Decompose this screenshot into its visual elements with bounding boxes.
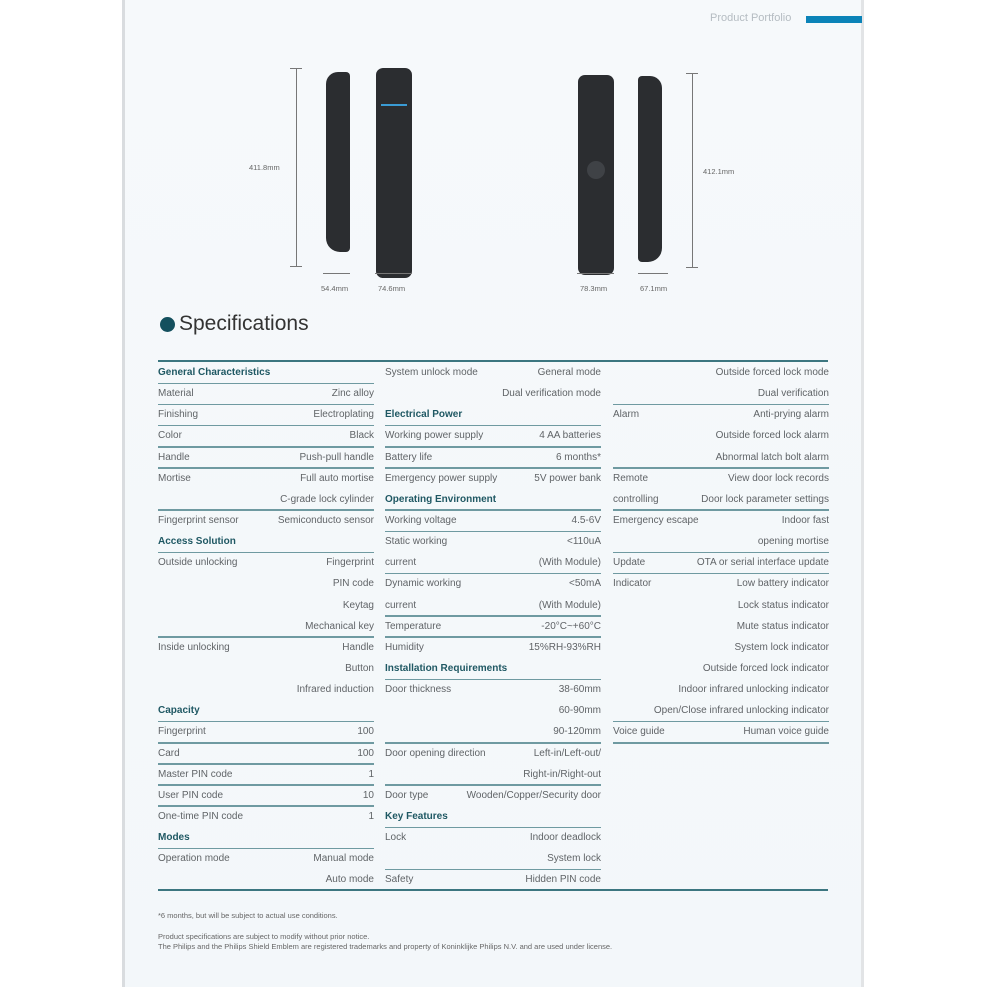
spec-value: 100 xyxy=(357,747,374,759)
spec-row xyxy=(385,848,601,869)
dimension-line xyxy=(296,68,297,267)
spec-value: Human voice guide xyxy=(743,726,829,738)
spec-group xyxy=(158,404,374,425)
spec-value: General mode xyxy=(537,367,601,379)
spec-row xyxy=(385,531,601,552)
spec-label: Voice guide xyxy=(613,726,665,738)
spec-value: 38-60mm xyxy=(558,684,601,696)
spec-row xyxy=(613,679,829,700)
section-heading: Electrical Power xyxy=(385,404,601,425)
spec-group xyxy=(158,468,374,510)
spec-value: Hidden PIN code xyxy=(525,874,601,886)
spec-value: Left-in/Left-out/ xyxy=(533,747,601,759)
spec-row xyxy=(158,552,374,573)
spec-label: Working voltage xyxy=(385,515,457,527)
lock-front-view xyxy=(376,68,412,278)
spec-label: Finishing xyxy=(158,409,199,421)
section-label: Product Portfolio xyxy=(710,12,792,24)
spec-value: Mute status indicator xyxy=(736,620,829,632)
spec-column-3 xyxy=(613,362,829,743)
spec-group xyxy=(158,447,374,468)
spec-group xyxy=(613,468,829,510)
spec-value: -20°C~+60°C xyxy=(541,620,601,632)
lock-side-view xyxy=(326,72,350,252)
spec-row xyxy=(158,425,374,446)
spec-label: Card xyxy=(158,747,180,759)
spec-label: One-time PIN code xyxy=(158,811,244,823)
spec-row xyxy=(385,721,601,742)
spec-label: Inside unlocking xyxy=(158,641,230,653)
dimension-line xyxy=(375,273,412,274)
spec-value: Zinc alloy xyxy=(331,388,374,400)
spec-row xyxy=(158,510,374,531)
spec-value: 6 months* xyxy=(555,451,601,463)
spec-column-2 xyxy=(385,362,601,891)
spec-label: Outside unlocking xyxy=(158,557,238,569)
spec-value: Button xyxy=(345,663,374,675)
spec-row xyxy=(158,848,374,869)
spec-label: Handle xyxy=(158,451,190,463)
spec-row xyxy=(158,743,374,764)
width-label: 67.1mm xyxy=(640,284,668,293)
page-title xyxy=(160,312,309,336)
spec-group xyxy=(158,785,374,806)
spec-label: Dynamic working xyxy=(385,578,462,590)
spec-row xyxy=(613,510,829,531)
spec-value: (With Module) xyxy=(538,599,601,611)
accent-bar xyxy=(806,16,862,23)
spec-row xyxy=(385,425,601,446)
spec-row xyxy=(158,595,374,616)
footnote: *6 months, but will be subject to actual use conditions. xyxy=(158,911,338,920)
spec-row xyxy=(613,531,829,552)
spec-group xyxy=(385,468,601,489)
spec-row xyxy=(613,616,829,637)
spec-value: (With Module) xyxy=(538,557,601,569)
spec-value: Outside forced lock indicator xyxy=(702,663,829,675)
spec-value: Open/Close infrared unlocking indicator xyxy=(653,705,829,717)
spec-group xyxy=(385,573,601,615)
spec-group xyxy=(158,552,374,637)
spec-value: Anti-prying alarm xyxy=(753,409,829,421)
spec-row xyxy=(158,404,374,425)
spec-value: <110uA xyxy=(566,536,601,548)
spec-value: 90-120mm xyxy=(553,726,601,738)
spec-label: Remote xyxy=(613,472,649,484)
spec-group xyxy=(158,806,374,827)
spec-row xyxy=(385,552,601,573)
spec-value: Semiconducto sensor xyxy=(277,515,374,527)
spec-value: Low battery indicator xyxy=(736,578,829,590)
spec-row xyxy=(613,595,829,616)
spec-group xyxy=(613,362,829,404)
spec-label: Mortise xyxy=(158,472,191,484)
spec-group xyxy=(158,743,374,764)
spec-label: Indicator xyxy=(613,578,652,590)
spec-row xyxy=(158,383,374,404)
spec-value: System lock indicator xyxy=(734,641,829,653)
spec-value: OTA or serial interface update xyxy=(696,557,829,569)
spec-row xyxy=(613,468,829,489)
spec-value: Auto mode xyxy=(325,874,374,886)
spec-value: Mechanical key xyxy=(305,620,374,632)
spec-row xyxy=(385,616,601,637)
spec-row xyxy=(158,658,374,679)
spec-label: Color xyxy=(158,430,182,442)
spec-row xyxy=(613,383,829,404)
section-heading: Capacity xyxy=(158,700,374,721)
spec-row xyxy=(613,658,829,679)
spec-label: Material xyxy=(158,388,194,400)
spec-row xyxy=(158,806,374,827)
disclaimer: Product specifications are subject to modify without prior notice. xyxy=(158,932,370,941)
lock-back-view xyxy=(578,75,614,275)
spec-row xyxy=(613,489,829,510)
spec-label: Static working xyxy=(385,536,448,548)
spec-label: current xyxy=(385,557,417,569)
spec-row xyxy=(385,595,601,616)
spec-label: Door thickness xyxy=(385,684,452,696)
dimension-line xyxy=(577,273,614,274)
width-label: 78.3mm xyxy=(580,284,608,293)
spec-value: Outside forced lock mode xyxy=(715,367,829,379)
spec-label: System unlock mode xyxy=(385,367,478,379)
spec-group xyxy=(385,743,601,785)
spec-value: Full auto mortise xyxy=(300,472,374,484)
spec-group xyxy=(613,573,829,721)
spec-value: Infrared induction xyxy=(296,684,374,696)
spec-label: Master PIN code xyxy=(158,768,233,780)
spec-row xyxy=(385,362,601,383)
spec-group xyxy=(158,425,374,446)
spec-group xyxy=(385,869,601,890)
section-heading: General Characteristics xyxy=(158,362,374,383)
spec-value: 60-90mm xyxy=(558,705,601,717)
spec-value: Handle xyxy=(342,641,374,653)
spec-group xyxy=(158,764,374,785)
spec-row xyxy=(385,573,601,594)
spec-group xyxy=(385,827,601,869)
spec-row xyxy=(385,743,601,764)
spec-value: Door lock parameter settings xyxy=(701,493,829,505)
spec-value: opening mortise xyxy=(757,536,829,548)
spec-row xyxy=(158,764,374,785)
spec-row xyxy=(385,510,601,531)
spec-row xyxy=(158,869,374,890)
spec-row xyxy=(385,764,601,785)
spec-row xyxy=(613,425,829,446)
height-front-label: 411.8mm xyxy=(249,163,280,172)
spec-value: PIN code xyxy=(332,578,374,590)
spec-value: Keytag xyxy=(342,599,374,611)
bullet-dot-icon xyxy=(160,317,175,332)
spec-label: Temperature xyxy=(385,620,442,632)
spec-label: Working power supply xyxy=(385,430,484,442)
table-bottom-rule xyxy=(158,889,828,891)
spec-label: Fingerprint xyxy=(158,726,206,738)
spec-row xyxy=(613,447,829,468)
dimension-line xyxy=(692,73,693,267)
dimension-tick xyxy=(686,267,698,268)
spec-value: 15%RH-93%RH xyxy=(528,641,601,653)
spec-label: Door type xyxy=(385,789,429,801)
spec-row xyxy=(385,468,601,489)
spec-row xyxy=(158,489,374,510)
spec-value: Wooden/Copper/Security door xyxy=(466,789,601,801)
spec-row xyxy=(613,637,829,658)
spec-value: 100 xyxy=(357,726,374,738)
spec-value: 4.5-6V xyxy=(571,515,601,527)
spec-label: Door opening direction xyxy=(385,747,486,759)
spec-group xyxy=(385,362,601,404)
spec-value: C-grade lock cylinder xyxy=(280,493,374,505)
spec-value: View door lock records xyxy=(728,472,829,484)
spec-value: 10 xyxy=(362,789,374,801)
spec-label: current xyxy=(385,599,417,611)
spec-value: Dual verification xyxy=(757,388,829,400)
spec-group xyxy=(385,531,601,573)
spec-label: Alarm xyxy=(613,409,640,421)
spec-label: Update xyxy=(613,557,646,569)
section-heading: Key Features xyxy=(385,806,601,827)
spec-label: User PIN code xyxy=(158,789,224,801)
spec-row xyxy=(613,552,829,573)
spec-row xyxy=(158,616,374,637)
spec-row xyxy=(385,785,601,806)
spec-group xyxy=(385,510,601,531)
width-label: 54.4mm xyxy=(321,284,349,293)
spec-value: Indoor infrared unlocking indicator xyxy=(678,684,829,696)
spec-row xyxy=(385,827,601,848)
spec-group xyxy=(385,447,601,468)
spec-value: Indoor fast xyxy=(781,515,829,527)
spec-group xyxy=(613,721,829,742)
spec-group xyxy=(613,404,829,467)
spec-row xyxy=(385,383,601,404)
spec-value: 1 xyxy=(368,811,374,823)
spec-row xyxy=(158,637,374,658)
spec-value: Abnormal latch bolt alarm xyxy=(715,451,829,463)
spec-value: 1 xyxy=(368,768,374,780)
spec-column-1 xyxy=(158,362,374,891)
height-back-label: 412.1mm xyxy=(703,167,735,176)
spec-label: Humidity xyxy=(385,641,424,653)
lock-side-view-inside xyxy=(638,76,662,262)
spec-label: controlling xyxy=(613,493,659,505)
spec-label: Lock xyxy=(385,832,407,844)
spec-value: Push-pull handle xyxy=(299,451,374,463)
section-heading: Operating Environment xyxy=(385,489,601,510)
spec-value: Right-in/Right-out xyxy=(523,768,601,780)
spec-label: Emergency power supply xyxy=(385,472,498,484)
spec-value: Lock status indicator xyxy=(737,599,829,611)
spec-group xyxy=(385,637,601,658)
spec-value: Electroplating xyxy=(313,409,374,421)
trademark-notice: The Philips and the Philips Shield Emblem are registered trademarks and property of Koninklijke Philips N.V. and are used under license. xyxy=(158,942,613,951)
spec-group xyxy=(385,679,601,742)
dimension-tick xyxy=(290,266,302,267)
spec-group xyxy=(385,785,601,806)
spec-value: Dual verification mode xyxy=(502,388,601,400)
spec-group xyxy=(158,721,374,742)
spec-row xyxy=(158,679,374,700)
spec-group xyxy=(158,848,374,890)
spec-value: Indoor deadlock xyxy=(529,832,601,844)
spec-group xyxy=(385,616,601,637)
spec-row xyxy=(385,869,601,890)
spec-value: Manual mode xyxy=(313,853,374,865)
spec-row xyxy=(158,447,374,468)
spec-value: 4 AA batteries xyxy=(539,430,601,442)
spec-row xyxy=(385,447,601,468)
section-heading: Access Solution xyxy=(158,531,374,552)
spec-value: <50mA xyxy=(569,578,601,590)
spec-group xyxy=(385,425,601,446)
spec-value: Black xyxy=(349,430,374,442)
spec-row xyxy=(613,721,829,742)
spec-row xyxy=(613,700,829,721)
spec-value: Outside forced lock alarm xyxy=(715,430,829,442)
spec-value: 5V power bank xyxy=(534,472,601,484)
width-label: 74.6mm xyxy=(378,284,406,293)
dimension-line xyxy=(323,273,350,274)
dimension-tick xyxy=(686,73,698,74)
spec-group xyxy=(158,510,374,531)
spec-label: Safety xyxy=(385,874,414,886)
spec-row xyxy=(613,573,829,594)
spec-row xyxy=(385,700,601,721)
spec-row xyxy=(158,468,374,489)
spec-row xyxy=(158,573,374,594)
spec-value: System lock xyxy=(547,853,601,865)
spec-group xyxy=(613,552,829,573)
spec-label: Emergency escape xyxy=(613,515,699,527)
spec-group xyxy=(613,510,829,552)
spec-label: Fingerprint sensor xyxy=(158,515,239,527)
spec-row xyxy=(158,785,374,806)
spec-group xyxy=(158,383,374,404)
page-title-text: Specifications xyxy=(179,312,309,335)
spec-row xyxy=(158,721,374,742)
section-heading: Modes xyxy=(158,827,374,848)
spec-group xyxy=(158,637,374,700)
spec-row xyxy=(385,679,601,700)
spec-row xyxy=(385,637,601,658)
dimension-tick xyxy=(290,68,302,69)
spec-label: Battery life xyxy=(385,451,433,463)
spec-row xyxy=(613,404,829,425)
dimension-line xyxy=(638,273,668,274)
spec-value: Fingerprint xyxy=(326,557,374,569)
section-heading: Installation Requirements xyxy=(385,658,601,679)
spec-row xyxy=(613,362,829,383)
spec-label: Operation mode xyxy=(158,853,230,865)
